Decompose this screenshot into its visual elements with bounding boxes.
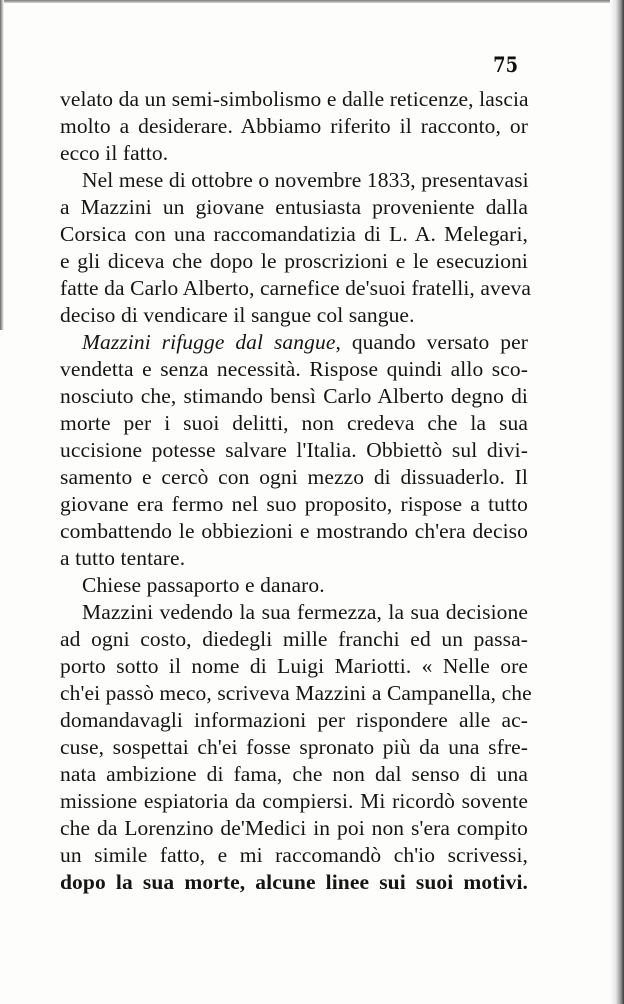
text-line xyxy=(60,356,528,383)
italic-phrase: Mazzini rifugge dal sangue xyxy=(82,330,336,354)
line-text: Mazzini vedendo la sua fermezza, la sua decisione xyxy=(82,600,528,624)
text-line xyxy=(60,302,528,329)
line-text: domandavagli informazioni per rispondere alle ac- xyxy=(60,708,528,732)
text-line xyxy=(60,518,528,545)
line-text: porto sotto il nome di Luigi Mariotti. « Nelle ore xyxy=(60,654,528,678)
line-text: ecco il fatto. xyxy=(60,141,169,165)
line-text: Corsica con una raccomandatizia di L. A. Melegari, xyxy=(60,222,528,246)
text-line xyxy=(60,491,528,518)
page-left-edge xyxy=(0,0,4,330)
line-text: a tutto tentare. xyxy=(60,546,186,570)
page-top-edge xyxy=(0,0,624,3)
text-line xyxy=(60,167,528,194)
text-line xyxy=(60,788,528,815)
text-line xyxy=(60,140,528,167)
text-line xyxy=(60,761,528,788)
text-line xyxy=(60,221,528,248)
line-text: ch'ei passò meco, scriveva Mazzini a Campanella, che xyxy=(60,681,532,705)
text-line xyxy=(60,437,528,464)
line-text: ad ogni costo, diedegli mille franchi ed un passa- xyxy=(60,627,528,651)
text-line xyxy=(60,815,528,842)
line-text: Chiese passaporto e danaro. xyxy=(82,573,325,597)
line-text: fatte da Carlo Alberto, carnefice de'suoi fratelli, aveva xyxy=(60,276,532,300)
text-line xyxy=(60,275,532,302)
page-number: 75 xyxy=(493,52,518,77)
text-line xyxy=(60,572,528,599)
line-text: uccisione potesse salvare l'Italia. Obbiettò sul divi- xyxy=(60,438,528,462)
line-text: samento e cercò con ogni mezzo di dissuaderlo. Il xyxy=(60,465,528,489)
line-text: , quando versato per xyxy=(335,330,528,354)
line-text: e gli diceva che dopo le proscrizioni e le esecuzioni xyxy=(60,249,528,273)
text-line xyxy=(60,248,528,275)
text-line xyxy=(60,842,528,869)
text-line xyxy=(60,680,532,707)
text-line xyxy=(60,707,528,734)
line-text: nosciuto che, stimando bensì Carlo Alberto degno di xyxy=(60,384,528,408)
text-line xyxy=(60,734,528,761)
text-line xyxy=(60,464,528,491)
text-line xyxy=(60,545,528,572)
text-line xyxy=(60,113,528,140)
text-line xyxy=(60,626,528,653)
text-line xyxy=(60,383,528,410)
line-text: che da Lorenzino de'Medici in poi non s'era compito xyxy=(60,816,528,840)
text-line xyxy=(60,329,528,356)
text-line xyxy=(60,653,528,680)
text-line xyxy=(60,86,528,113)
body-text xyxy=(60,86,532,896)
line-text: dopo la sua morte, alcune linee sui suoi motivi. xyxy=(60,870,528,894)
line-text: combattendo le obbiezioni e mostrando ch'era deciso xyxy=(60,519,528,543)
page-binding-shadow xyxy=(610,0,624,1004)
line-text: missione espiatoria da compiersi. Mi ricordò sovente xyxy=(60,789,528,813)
line-text: un simile fatto, e mi raccomandò ch'io scrivessi, xyxy=(60,843,528,867)
text-line xyxy=(60,599,528,626)
text-line xyxy=(60,869,528,896)
line-text: molto a desiderare. Abbiamo riferito il racconto, or xyxy=(60,114,528,138)
line-text: Nel mese di ottobre o novembre 1833, presentavasi xyxy=(82,168,529,192)
line-text: nata ambizione di fama, che non dal senso di una xyxy=(60,762,528,786)
line-text: cuse, sospettai ch'ei fosse spronato più da una sfre- xyxy=(60,735,528,759)
text-line xyxy=(60,194,528,221)
line-text: giovane era fermo nel suo proposito, rispose a tutto xyxy=(60,492,528,516)
text-line xyxy=(60,410,528,437)
line-text: a Mazzini un giovane entusiasta proveniente dalla xyxy=(60,195,528,219)
line-text: velato da un semi-simbolismo e dalle reticenze, lascia xyxy=(60,87,529,111)
line-text: morte per i suoi delitti, non credeva che la sua xyxy=(60,411,528,435)
line-text: vendetta e senza necessità. Rispose quindi allo sco- xyxy=(60,357,528,381)
line-text: deciso di vendicare il sangue col sangue. xyxy=(60,303,415,327)
